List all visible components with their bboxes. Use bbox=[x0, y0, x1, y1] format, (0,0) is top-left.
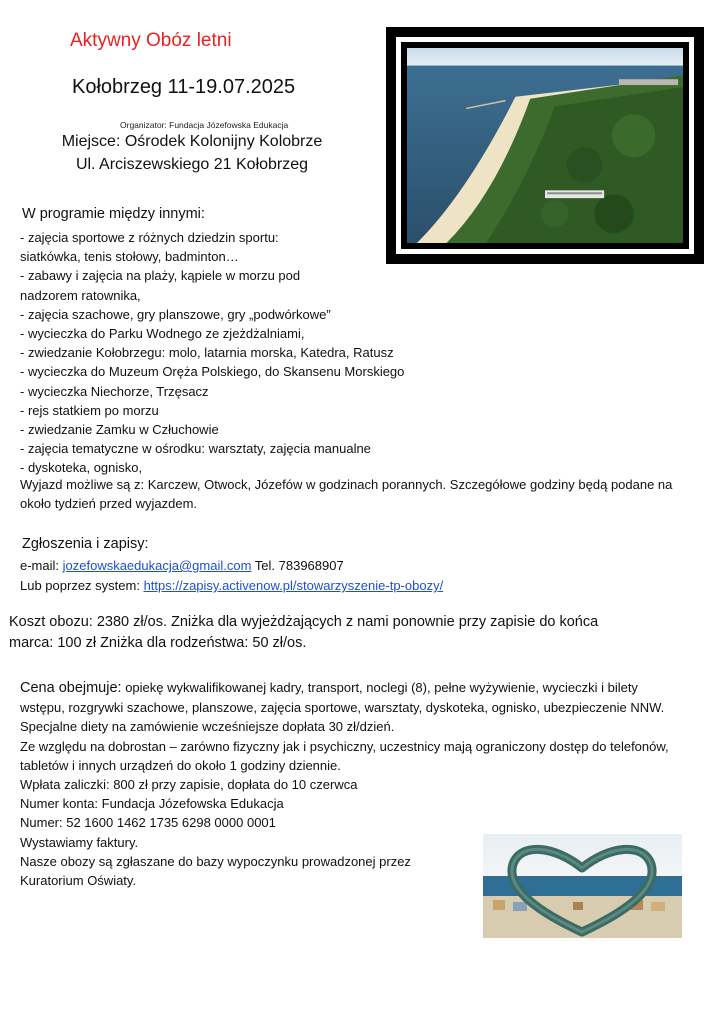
list-item: nadzorem ratownika, bbox=[20, 287, 141, 303]
phone-number: Tel. 783968907 bbox=[251, 558, 344, 573]
account-name: Numer konta: Fundacja Józefowska Edukacja bbox=[20, 796, 284, 812]
deposit-info: Wpłata zaliczki: 800 zł przy zapisie, dopłata do 10 czerwca bbox=[20, 777, 358, 793]
program-heading: W programie między innymi: bbox=[22, 206, 205, 222]
list-item: - zwiedzanie Zamku w Człuchowie bbox=[20, 422, 219, 438]
included-text: opiekę wykwalifikowanej kadry, transport, noclegi (8), pełne wyżywienie, wycieczki i bilety wstępu, rozgrywki szachowe, planszowe, zajęcia sportowe, warsztaty, dyskoteka, ognisko, ubezpieczenie NNW. Specjalne diety na zamówienie wcześniejsze dopłata 30 zł/dzień. bbox=[20, 680, 665, 735]
registry-note-cont: Kuratorium Oświaty. bbox=[20, 873, 137, 889]
travel-info: Wyjazd możliwe są z: Karczew, Otwock, Józefów w godzinach porannych. Szczegółowe godziny będą podane na około tydzień przed wyjazdem. bbox=[20, 477, 673, 512]
heart-sculpture-image bbox=[483, 834, 682, 938]
contact-email-line bbox=[20, 558, 344, 573]
venue-line: Miejsce: Ośrodek Kolonijny Kolobrze bbox=[61, 133, 323, 150]
list-item: - dyskoteka, ognisko, bbox=[20, 460, 143, 476]
venue-address: Ul. Arciszewskiego 21 Kołobrzeg bbox=[75, 156, 309, 173]
registration-url-link[interactable]: https://zapisy.activenow.pl/stowarzyszenie-tp-obozy/ bbox=[143, 578, 444, 593]
cost-info: Koszt obozu: 2380 zł/os. Zniżka dla wyjeżdżających z nami ponownie przy zapisie do końca marca: 100 zł Zniżka dla rodzeństwa: 50 zł/os. bbox=[9, 614, 599, 651]
camp-location-dates: Kołobrzeg 11-19.07.2025 bbox=[72, 76, 296, 98]
registration-heading: Zgłoszenia i zapisy: bbox=[22, 536, 149, 552]
list-item: - wycieczka do Muzeum Oręża Polskiego, do Skansenu Morskiego bbox=[20, 364, 405, 380]
email-label: e-mail: bbox=[20, 558, 63, 573]
registry-note: Nasze obozy są zgłaszane do bazy wypoczynku prowadzonej przez bbox=[20, 853, 411, 869]
system-label: Lub poprzez system: bbox=[20, 578, 144, 593]
list-item: - zabawy i zajęcia na plaży, kąpiele w morzu pod bbox=[20, 268, 301, 284]
list-item: - zajęcia szachowe, gry planszowe, gry „podwórkowe” bbox=[20, 306, 331, 322]
camp-title: Aktywny Obóz letni bbox=[70, 30, 232, 51]
account-number: Numer: 52 1600 1462 1735 6298 0000 0001 bbox=[20, 815, 276, 831]
included-paragraph bbox=[20, 678, 680, 737]
heart-sculpture-photo bbox=[483, 834, 682, 938]
list-item: siatkówka, tenis stołowy, badminton… bbox=[20, 249, 239, 265]
list-item: - zwiedzanie Kołobrzegu: molo, latarnia morska, Katedra, Ratusz bbox=[20, 345, 394, 361]
list-item: - zajęcia tematyczne w ośrodku: warsztaty, zajęcia manualne bbox=[20, 441, 371, 457]
list-item: - wycieczka do Parku Wodnego ze zjeżdżalniami, bbox=[20, 326, 305, 342]
list-item: - wycieczka Niechorze, Trzęsacz bbox=[20, 383, 209, 399]
list-item: - zajęcia sportowe z różnych dziedzin sportu: bbox=[20, 230, 279, 245]
list-item: - rejs statkiem po morzu bbox=[20, 402, 159, 418]
wellbeing-note: Ze względu na dobrostan – zarówno fizyczny jak i psychiczny, uczestnicy mają ograniczony dostęp do telefonów, tabletów i innych urządzeń do około 1 godziny dziennie. bbox=[20, 738, 669, 773]
organizer-line: Organizator: Fundacja Józefowska Edukacja bbox=[120, 120, 289, 130]
aerial-coast-photo bbox=[407, 48, 683, 243]
included-lead: Cena obejmuje: bbox=[20, 680, 122, 696]
email-link[interactable]: jozefowskaedukacja@gmail.com bbox=[62, 558, 252, 573]
contact-system-line bbox=[20, 578, 443, 593]
program-list bbox=[20, 228, 680, 478]
invoices-note: Wystawiamy faktury. bbox=[20, 834, 139, 850]
